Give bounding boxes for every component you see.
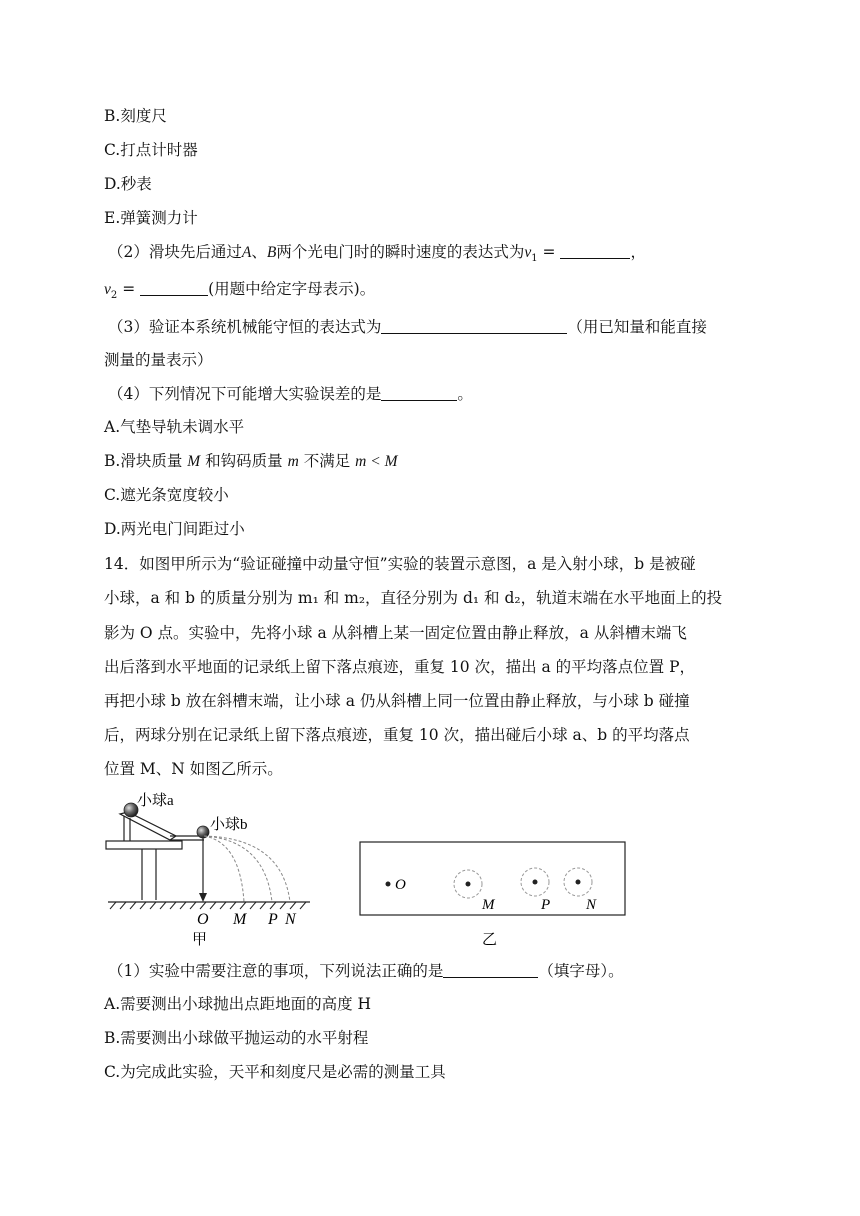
answer-blank-q3: [381, 318, 567, 334]
option-e: E.弹簧测力计: [104, 209, 198, 227]
label-m: M: [233, 911, 247, 928]
label-n: N: [285, 911, 296, 928]
question-3-line2: 测量的量表示）: [104, 351, 213, 369]
trajectory-m: [204, 836, 244, 902]
question-2-line1: （2）滑块先后通过A、B两个光电门时的瞬时速度的表达式为$v_1$ = ，: [108, 243, 646, 265]
label-o: O: [197, 911, 209, 928]
question-14-line5: 再把小球 b 放在斜槽末端，让小球 a 仍从斜槽上同一位置由静止释放，与小球 b 碰撞: [104, 692, 690, 710]
question-14-line1: 14．如图甲所示为“验证碰撞中动量守恒”实验的装置示意图，a 是入射小球，b 是被碰: [104, 555, 696, 573]
q14-1-option-c: C.为完成此实验，天平和刻度尺是必需的测量工具: [104, 1063, 446, 1081]
point-m: [466, 882, 471, 887]
answer-blank-v1: [560, 243, 630, 259]
trajectory-n: [204, 836, 290, 902]
ground-hatch: [110, 902, 306, 909]
question-14-line7: 位置 M、N 如图乙所示。: [104, 760, 283, 778]
experiment-figure: [100, 790, 640, 950]
option-b: B.刻度尺: [104, 107, 167, 125]
question-14-line2: 小球，a 和 b 的质量分别为 m₁ 和 m₂，直径分别为 d₁ 和 d₂，轨道末端在水平地面上的投: [104, 589, 723, 607]
question-3-line1: （3）验证本系统机械能守恒的表达式为 （用已知量和能直接: [108, 318, 707, 336]
option-d: D.秒表: [104, 175, 152, 193]
ball-b: [197, 826, 209, 838]
answer-blank-14-1: [443, 962, 538, 978]
paper-label-p: P: [541, 897, 551, 913]
answer-blank-v2: [140, 280, 208, 296]
ball-b-label: 小球b: [210, 817, 248, 833]
q4-option-d: D.两光电门间距过小: [104, 520, 245, 538]
table-top: [106, 841, 182, 849]
record-paper-diagram: [360, 842, 625, 948]
question-2-line2: $v_2$ = (用题中给定字母表示)。: [104, 280, 376, 302]
q4-option-a: A.气垫导轨未调水平: [104, 418, 245, 436]
option-c: C.打点计时器: [104, 141, 198, 159]
point-o: [386, 882, 391, 887]
paper-label-o: O: [395, 877, 406, 893]
answer-blank-q4: [381, 385, 457, 401]
question-4-stem: （4）下列情况下可能增大实验误差的是 。: [108, 385, 473, 403]
label-p: P: [268, 911, 278, 928]
point-p: [533, 880, 538, 885]
q4-option-b: B.滑块质量 M 和钩码质量 m 不满足 m < M: [104, 452, 398, 470]
paper-label-m: M: [482, 897, 495, 913]
q4-option-c: C.遮光条宽度较小: [104, 486, 229, 504]
point-n: [576, 880, 581, 885]
q14-1-option-b: B.需要测出小球做平抛运动的水平射程: [104, 1029, 369, 1047]
ball-a: [124, 803, 138, 817]
apparatus-diagram: [106, 792, 310, 948]
question-14-line4: 出后落到水平地面的记录纸上留下落点痕迹，重复 10 次，描出 a 的平均落点位置 P，: [104, 658, 696, 676]
question-14-line3: 影为 O 点。实验中，先将小球 a 从斜槽上某一固定位置由静止释放，a 从斜槽末端飞: [104, 624, 687, 642]
paper-label-n: N: [586, 897, 597, 913]
question-14-line6: 后，两球分别在记录纸上留下落点痕迹，重复 10 次，描出碰后小球 a、b 的平均落点: [104, 726, 690, 744]
question-14-1-stem: （1）实验中需要注意的事项，下列说法正确的是 （填字母）。: [108, 962, 624, 980]
q14-1-option-a: A.需要测出小球抛出点距地面的高度 H: [104, 995, 372, 1013]
ball-a-label: 小球a: [137, 793, 174, 809]
caption-yi: 乙: [482, 932, 498, 948]
caption-jia: 甲: [192, 932, 208, 948]
plumb-arrow: [199, 893, 207, 902]
figure-svg: [100, 790, 640, 950]
